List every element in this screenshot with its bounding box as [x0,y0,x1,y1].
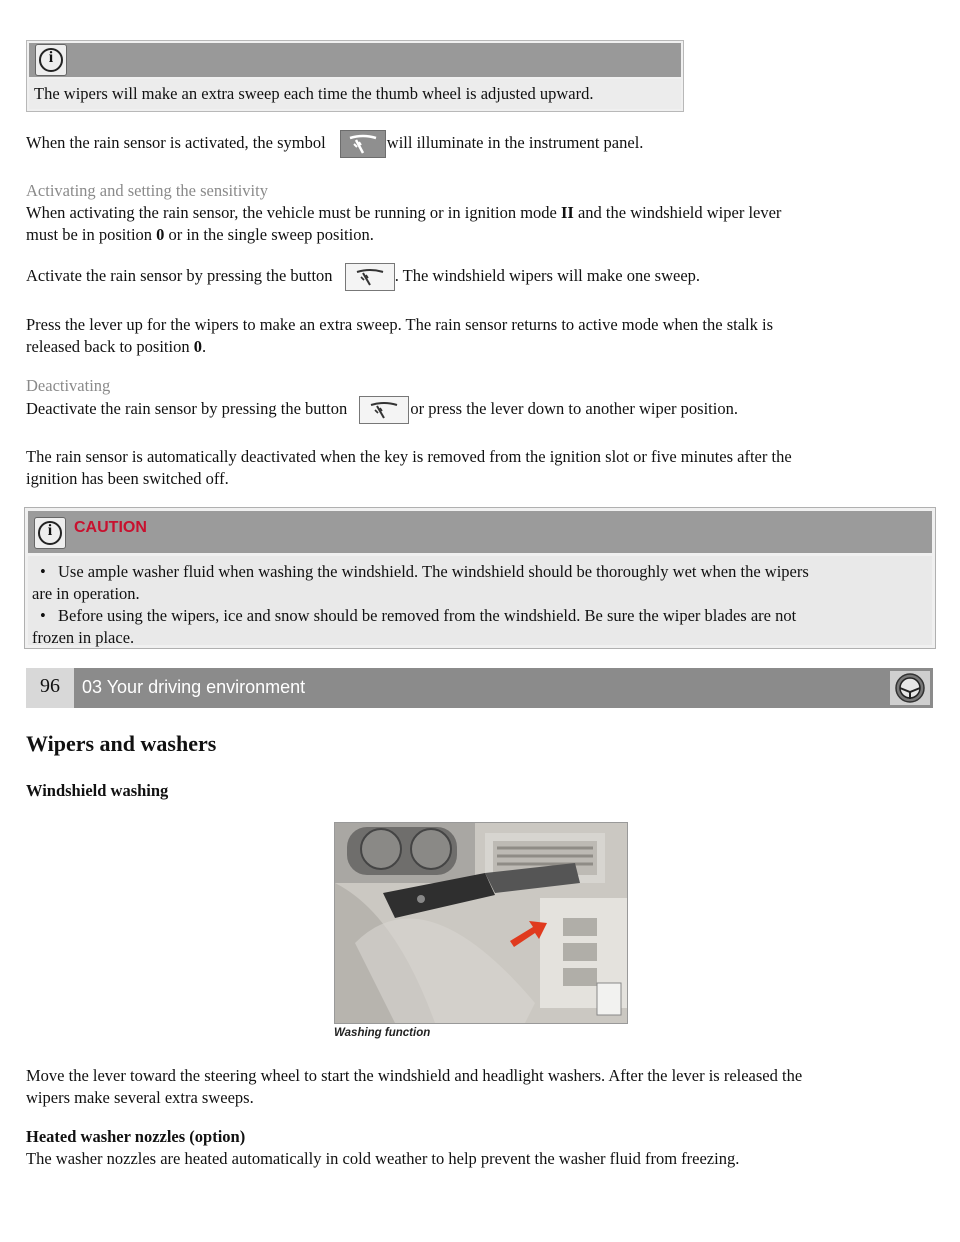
deactivating-paragraph-2: The rain sensor is automatically deactivated when the key is removed from the ignition slot or five minutes after the ignition has been switched off. [26,447,792,488]
chapter-bar [26,668,933,708]
activating-paragraph-1: When activating the rain sensor, the vehicle must be running or in ignition mode II and the windshield wiper lever must be in position 0 or in the single sweep position. [26,203,782,244]
caution-header [28,511,932,553]
info-icon: i [34,517,66,549]
figure-caption: Washing function [334,1027,431,1039]
page-number: 96 [26,668,74,708]
brand-logo-icon [890,671,930,705]
info-note-box [26,40,684,112]
deactivating-paragraph-1: Deactivate the rain sensor by pressing the button or press the lever down to another wiper position. [26,396,738,424]
caution-title: CAUTION [74,519,147,536]
caution-box [24,507,936,649]
caution-bullet-2-cont: frozen in place. [32,628,135,647]
section-title: Wipers and washers [26,731,217,756]
activating-paragraph-3: Press the lever up for the wipers to make an extra sweep. The rain sensor returns to active mode when the stalk is released back to position 0. [26,315,774,356]
caution-bullet-2: • Before using the wipers, ice and snow should be removed from the windshield. Be sure the wiper blades are not [40,606,797,625]
washing-paragraph: Move the lever toward the steering wheel to start the windshield and headlight washers. After the lever is released the wipers make several extra sweeps. [26,1066,803,1107]
heated-nozzles-heading: Heated washer nozzles (option) [26,1127,246,1146]
rain-symbol-text-before: When the rain sensor is activated, the symbol [26,132,326,152]
caution-bullet-1-cont: are in operation. [32,584,140,603]
rain-symbol-text-after: will illuminate in the instrument panel. [386,132,644,152]
info-note-header [29,43,681,77]
rain-symbol-paragraph [26,130,643,158]
rain-sensor-button-icon [345,263,395,291]
heated-nozzles-text: The washer nozzles are heated automatically in cold weather to help prevent the washer fluid from freezing. [26,1149,740,1168]
info-note-text: The wipers will make an extra sweep each time the thumb wheel is adjusted upward. [34,84,594,103]
activating-heading: Activating and setting the sensitivity [26,181,268,200]
activating-paragraph-2: Activate the rain sensor by pressing the button . The windshield wipers will make one sweep. [26,263,700,291]
section-subtitle: Windshield washing [26,781,169,800]
rain-sensor-button-icon [359,396,409,424]
chapter-title: 03 Your driving environment [82,677,306,697]
washing-function-photo [334,822,628,1024]
rain-sensor-icon [340,130,386,158]
caution-bullet-1: • Use ample washer fluid when washing the windshield. The windshield should be thoroughly wet when the wipers [40,562,809,581]
deactivating-heading: Deactivating [26,376,111,395]
info-icon: i [35,44,67,76]
